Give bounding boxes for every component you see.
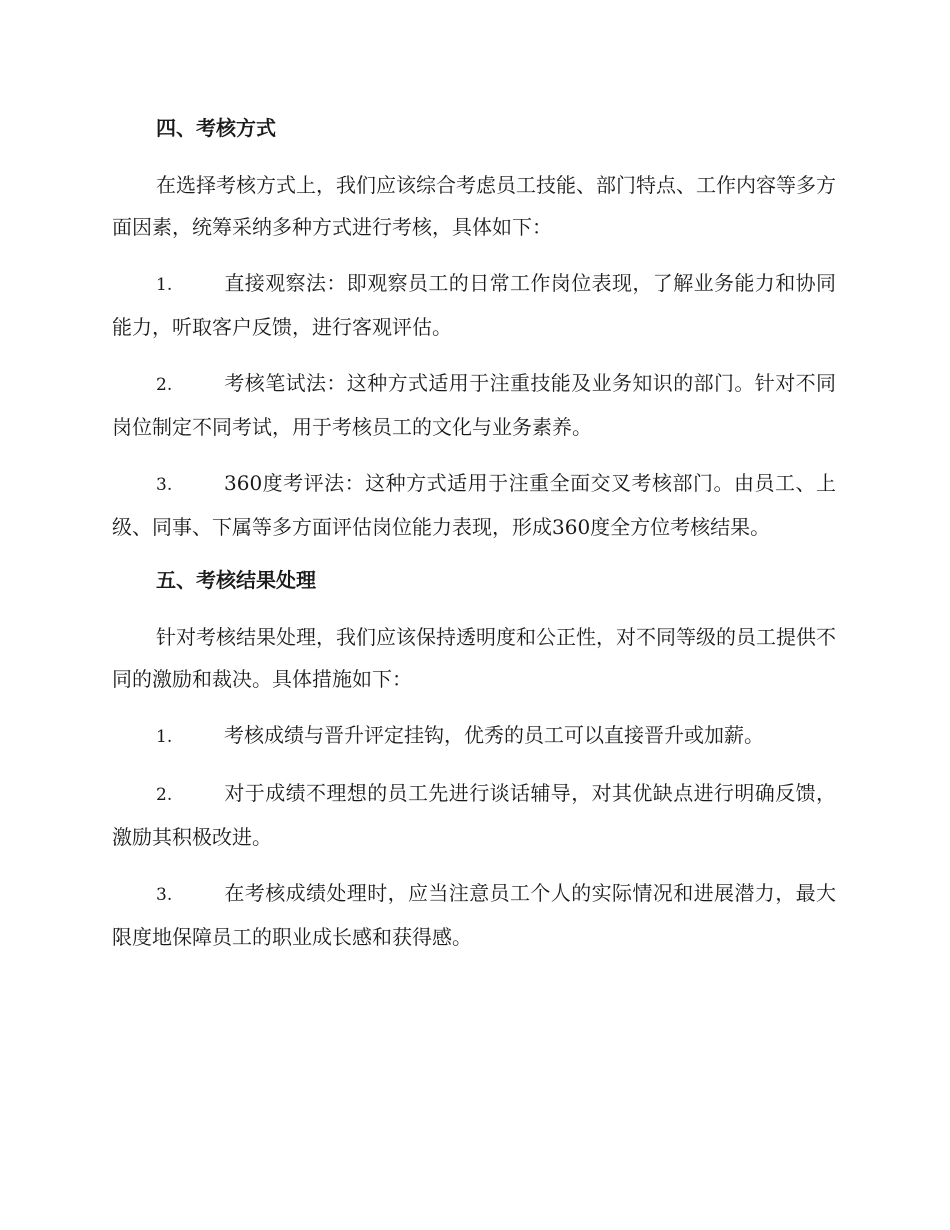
list-item-text: 直接观察法：即观察员工的日常工作岗位表现，了解业务能力和协同能力，听取客户反馈，进行客观评估。 (112, 271, 836, 339)
list-item-text: 考核成绩与晋升评定挂钩，优秀的员工可以直接晋升或加薪。 (224, 723, 764, 747)
list-item (112, 262, 836, 348)
section-result-handling (112, 562, 836, 958)
list-item (112, 714, 836, 758)
section-intro: 针对考核结果处理，我们应该保持透明度和公正性，对不同等级的员工提供不同的激励和裁决。具体措施如下： (112, 625, 836, 691)
list-item-number: 2. (156, 785, 173, 805)
list-item-number: 3. (156, 885, 173, 905)
section-heading: 四、考核方式 (156, 116, 276, 140)
section-heading: 五、考核结果处理 (156, 568, 316, 592)
list-item (112, 362, 836, 448)
section-assessment-methods (112, 110, 836, 548)
list-item-text: 对于成绩不理想的员工先进行谈话辅导，对其优缺点进行明确反馈，激励其积极改进。 (112, 781, 836, 849)
list-item-number: 3. (156, 475, 173, 495)
document-page (112, 110, 836, 972)
section-intro: 在选择考核方式上，我们应该综合考虑员工技能、部门特点、工作内容等多方面因素，统筹采纳多种方式进行考核，具体如下： (112, 173, 836, 239)
list-item-number: 2. (156, 375, 173, 395)
list-item-number: 1. (156, 727, 173, 747)
list-item (112, 462, 836, 548)
list-item-text: 在考核成绩处理时，应当注意员工个人的实际情况和进展潜力，最大限度地保障员工的职业成长感和获得感。 (112, 881, 836, 949)
list-item (112, 872, 836, 958)
list-item-text: 考核笔试法：这种方式适用于注重技能及业务知识的部门。针对不同岗位制定不同考试，用于考核员工的文化与业务素养。 (112, 371, 836, 439)
list-item-text: 360度考评法：这种方式适用于注重全面交叉考核部门。由员工、上级、同事、下属等多方面评估岗位能力表现，形成360度全方位考核结果。 (112, 471, 836, 539)
list-item (112, 772, 836, 858)
list-item-number: 1. (156, 275, 173, 295)
